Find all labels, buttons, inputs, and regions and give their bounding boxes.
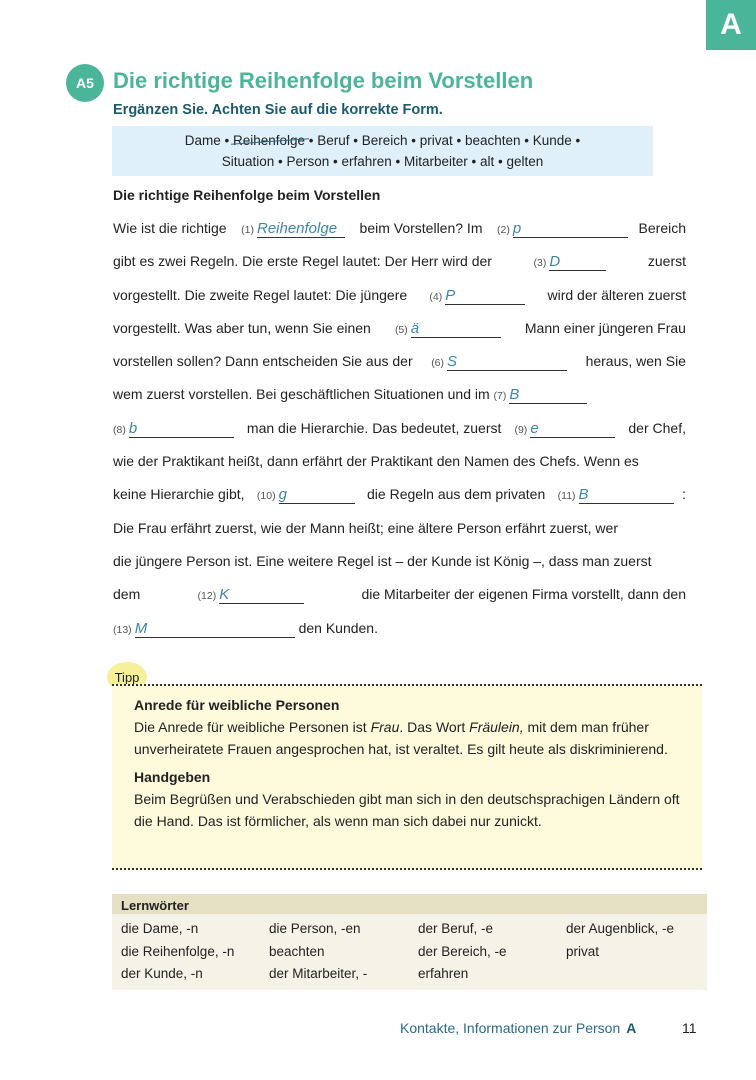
gap-number: (5) [394,323,408,336]
struck-word: Reihenfolge [232,133,306,148]
chapter-tab: A [706,0,756,50]
gap-number: (7) [493,390,507,403]
lernwort: beachten [269,943,325,959]
lernwort [566,963,716,986]
text-line [113,580,686,613]
gap-number: (2) [497,224,510,236]
gap-input[interactable]: Reihenfolge [257,220,345,238]
tipp-box [112,684,702,870]
text-segment: Mann einer jüngeren Frau [520,319,686,336]
gap-number: (9) [514,423,528,436]
gap-input[interactable]: D [549,253,606,271]
gap [395,314,501,344]
text-line [113,514,686,547]
text-heading: Die richtige Reihenfolge beim Vorstellen [113,187,381,203]
text-line [113,480,686,513]
text-segment: gibt es zwei Regeln. Die erste Regel lautet: Der Herr wird der [113,253,496,270]
gap-number: (4) [429,290,443,303]
word-box-text: Dame • [184,133,233,148]
text-segment: Wie ist die richtige [113,220,231,236]
gap-number: (13) [113,623,132,636]
text-segment: die Regeln aus dem privaten [363,486,550,503]
gap-input[interactable]: P [445,287,525,305]
gap [497,214,628,244]
tipp-badge: Tipp [107,662,147,692]
gap-input[interactable]: S [447,353,567,371]
text-line [113,447,686,480]
text-line [113,347,686,380]
gap-input[interactable]: ä [411,320,501,338]
text-segment: Bereich [638,220,686,236]
text-segment: beim Vorstellen? Im [355,220,487,236]
text-line [113,214,686,247]
gap [113,414,234,444]
tipp-paragraph: Beim Begrüßen und Verabschieden gibt man sich in den deutschsprachigen Ländern oft die Hand. Das ist förmlicher, als wenn man sich dabei nur zunickt. [134,791,680,829]
gap [514,414,615,444]
gap [113,614,295,644]
exercise-badge: A5 [66,64,104,102]
text-segment: der Chef, [624,419,686,436]
lernwort: die Person, -en [269,921,361,936]
text-segment: wird der älteren zuerst [543,286,686,303]
text-segment: dem [113,586,145,603]
text-segment: man die Hierarchie. Das bedeutet, zuerst [243,419,506,436]
lernwoerter-title: Lernwörter [112,894,707,914]
gap [558,480,674,510]
gap-input[interactable]: e [530,420,615,438]
gap-input[interactable]: M [135,620,295,638]
gap [431,347,567,377]
gap-input[interactable]: b [129,420,234,438]
text-segment: : [682,486,686,503]
lernwort: die Reihenfolge, -n [121,943,235,959]
text-segment: die Mitarbeiter der eigenen Firma vorstellt, dann den [357,586,686,603]
word-box-text: Situation • Person • erfahren • Mitarbeiter • alt • gelten [221,154,544,169]
gap-number: (1) [241,224,254,236]
gap-number: (8) [113,423,126,436]
footer-section: Kontakte, Informationen zur Person A [400,1020,637,1036]
word-box-text: • Beruf • Bereich • privat • beachten • Kunde • [305,133,581,148]
gap-input[interactable]: g [279,486,355,504]
cloze-text [113,214,686,647]
gap-number: (11) [557,490,576,503]
lernwort: der Mitarbeiter, - [269,966,368,981]
gap [198,580,305,610]
text-segment: keine Hierarchie gibt, [113,486,249,503]
tipp-paragraph: Die Anrede für weibliche Personen ist Frau. Das Wort Fräulein, mit dem man früher unverheiratete Frauen angesprochen hat, ist veraltet. Es gilt heute als diskriminierend. [134,719,668,757]
word-box [112,126,653,176]
lernwort: der Bereich, -e [418,943,507,959]
text-segment: zuerst [643,253,686,270]
text-line [113,247,686,280]
text-segment: vorgestellt. Was aber tun, wenn Sie einen [113,319,375,336]
gap-input[interactable]: p [513,220,628,238]
gap-number: (6) [431,357,445,370]
text-segment: vorstellen sollen? Dann entscheiden Sie aus der [113,353,417,370]
lernwort: die Dame, -n [121,921,199,936]
tipp-heading: Anrede für weibliche Personen [134,697,340,713]
gap-input[interactable]: B [509,386,587,404]
gap-input[interactable]: B [579,486,674,504]
page-number: 11 [682,1020,697,1036]
exercise-title: Die richtige Reihenfolge beim Vorstellen [113,68,534,93]
lernwoerter-box [112,894,707,990]
gap-input[interactable]: K [219,586,304,604]
lernwort: der Augenblick, -e [566,921,675,936]
text-segment: den Kunden. [294,619,378,636]
text-line [113,614,686,647]
lernwort: privat [566,943,600,959]
gap [257,480,355,510]
text-segment: wem zuerst vorstellen. Bei geschäftlichen Situationen und im [113,386,494,403]
text-segment: vorgestellt. Die zweite Regel lautet: Die jüngere [113,286,412,303]
text-line [113,281,686,314]
gap [494,380,588,410]
gap-number: (10) [256,490,276,503]
gap [241,214,345,244]
text-line [113,547,686,580]
gap-number: (12) [197,590,217,603]
gap [533,247,606,277]
text-segment: Die Frau erfährt zuerst, wie der Mann heißt; eine ältere Person erfährt zuerst, wer [113,519,618,536]
text-segment: heraus, wen Sie [581,353,686,370]
lernwort: der Kunde, -n [121,966,203,981]
gap-number: (3) [533,257,547,270]
lernwort: der Beruf, -e [418,921,494,936]
exercise-instruction: Ergänzen Sie. Achten Sie auf die korrekte Form. [113,102,443,118]
tipp-heading: Handgeben [134,769,211,785]
gap [429,281,525,311]
text-segment: wie der Praktikant heißt, dann erfährt der Praktikant den Namen des Chefs. Wenn es [113,453,639,470]
text-line [113,314,686,347]
lernwort: erfahren [418,966,469,981]
text-line [113,380,686,413]
text-segment: die jüngere Person ist. Eine weitere Regel ist – der Kunde ist König –, dass man zuerst [113,552,652,569]
text-line [113,414,686,447]
